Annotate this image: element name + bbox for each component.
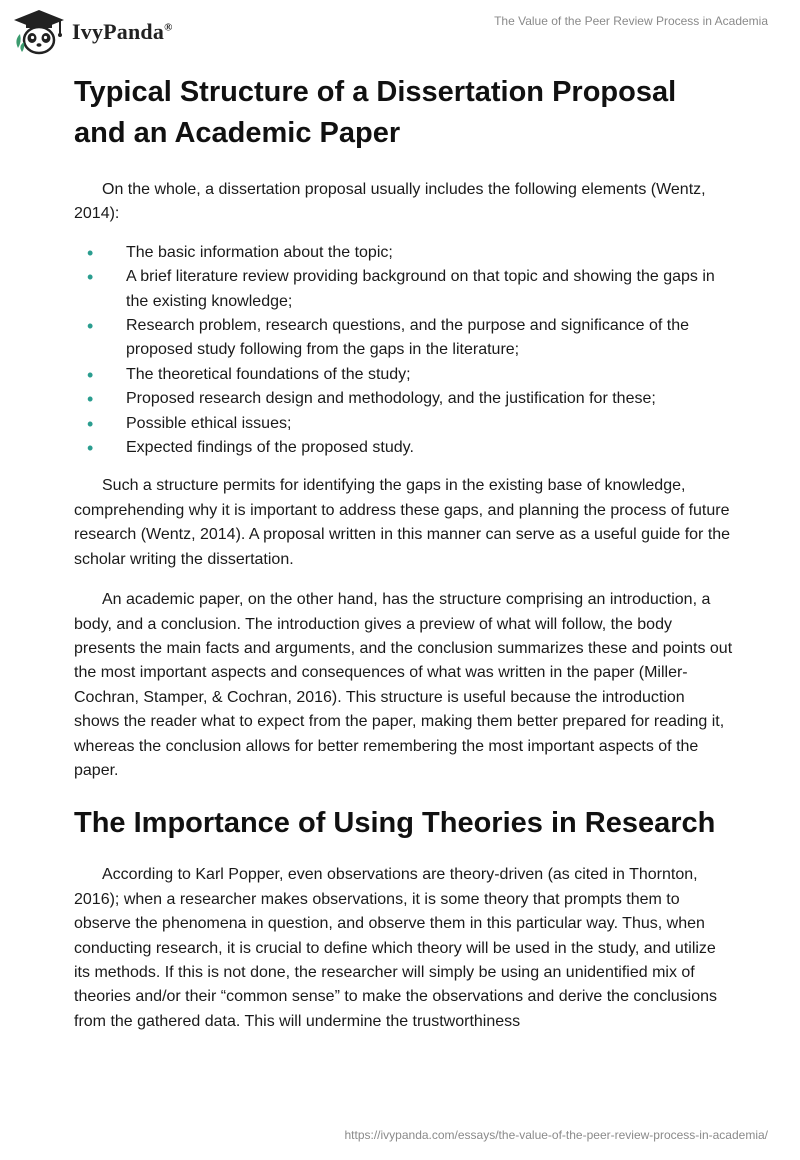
list-item-text: Proposed research design and methodology, and the justification for these; [126, 390, 656, 408]
list-item [74, 387, 734, 411]
list-item [74, 412, 734, 436]
brand-text: IvyPanda [72, 19, 165, 44]
list-item [74, 436, 734, 460]
section-heading-structure [74, 72, 734, 154]
page-header [0, 0, 800, 64]
bullet-icon: • [87, 316, 94, 337]
list-item [74, 265, 734, 314]
proposal-elements-list [74, 241, 734, 461]
bullet-icon: • [87, 413, 94, 434]
bullet-icon: • [87, 267, 94, 288]
paragraph-popper: According to Karl Popper, even observations are theory-driven (as cited in Thornton, 2016); when a researcher makes observations, it is some theory that prompts them to observe the phenomena in question, and observe them in this particular way. Thus, when conducting research, it is crucial to define which theory will be used in the study, and utilize its methods. If this is not done, the researcher will simply be using an unidentified mix of theories and/or their “common sense” to make the observations and derive the conclusions from the gathered data. This will undermine the trustworthiness [74, 866, 718, 1030]
paragraph-academic-paper: An academic paper, on the other hand, has the structure comprising an introduction, a body, and a conclusion. The introduction gives a preview of what will follow, the body presents the main facts and arguments, and the conclusion summarizes these and points out the most important aspects and consequences of what was written in the paper (Miller-Cochran, Stamper, & Cochran, 2016). This structure is useful because the introduction shows the reader what to expect from the paper, making them better prepared for reading it, whereas the conclusion allows for better remembering the most important aspects of the paper. [74, 591, 733, 779]
section-heading-theories: The Importance of Using Theories in Research [74, 807, 716, 840]
bullet-icon: • [87, 242, 94, 263]
list-item [74, 363, 734, 387]
ivypanda-logo[interactable] [12, 8, 173, 56]
list-item [74, 314, 734, 363]
paragraph-intro: On the whole, a dissertation proposal usually includes the following elements (Wentz, 2014): [74, 181, 706, 223]
list-item [74, 241, 734, 265]
list-item-text: Possible ethical issues; [126, 414, 292, 432]
panda-graduate-icon [12, 8, 66, 56]
bullet-icon: • [87, 438, 94, 459]
essay-content [74, 72, 734, 1034]
list-item-text: The basic information about the topic; [126, 243, 393, 261]
list-item-text: A brief literature review providing background on that topic and showing the gaps in the existing knowledge; [126, 268, 715, 310]
list-item-text: The theoretical foundations of the study; [126, 365, 411, 383]
bullet-icon: • [87, 389, 94, 410]
source-url[interactable]: https://ivypanda.com/essays/the-value-of-the-peer-review-process-in-academia/ [344, 1128, 768, 1142]
bullet-icon: • [87, 364, 94, 385]
registered-mark: ® [164, 21, 173, 34]
heading-line-2: and an Academic Paper [74, 117, 401, 149]
paragraph-structure-benefits: Such a structure permits for identifying the gaps in the existing base of knowledge, comprehending why it is important to address these gaps, and planning the process of future research (Wentz, 2014). A proposal written in this manner can serve as a useful guide for the scholar writing the dissertation. [74, 477, 731, 568]
list-item-text: Research problem, research questions, and the purpose and significance of the proposed study following from the gaps in the literature; [126, 317, 690, 359]
heading-line-1: Typical Structure of a Dissertation Proposal [74, 76, 677, 108]
list-item-text: Expected findings of the proposed study. [126, 439, 414, 457]
document-title: The Value of the Peer Review Process in Academia [494, 14, 768, 28]
brand-name [72, 19, 173, 45]
